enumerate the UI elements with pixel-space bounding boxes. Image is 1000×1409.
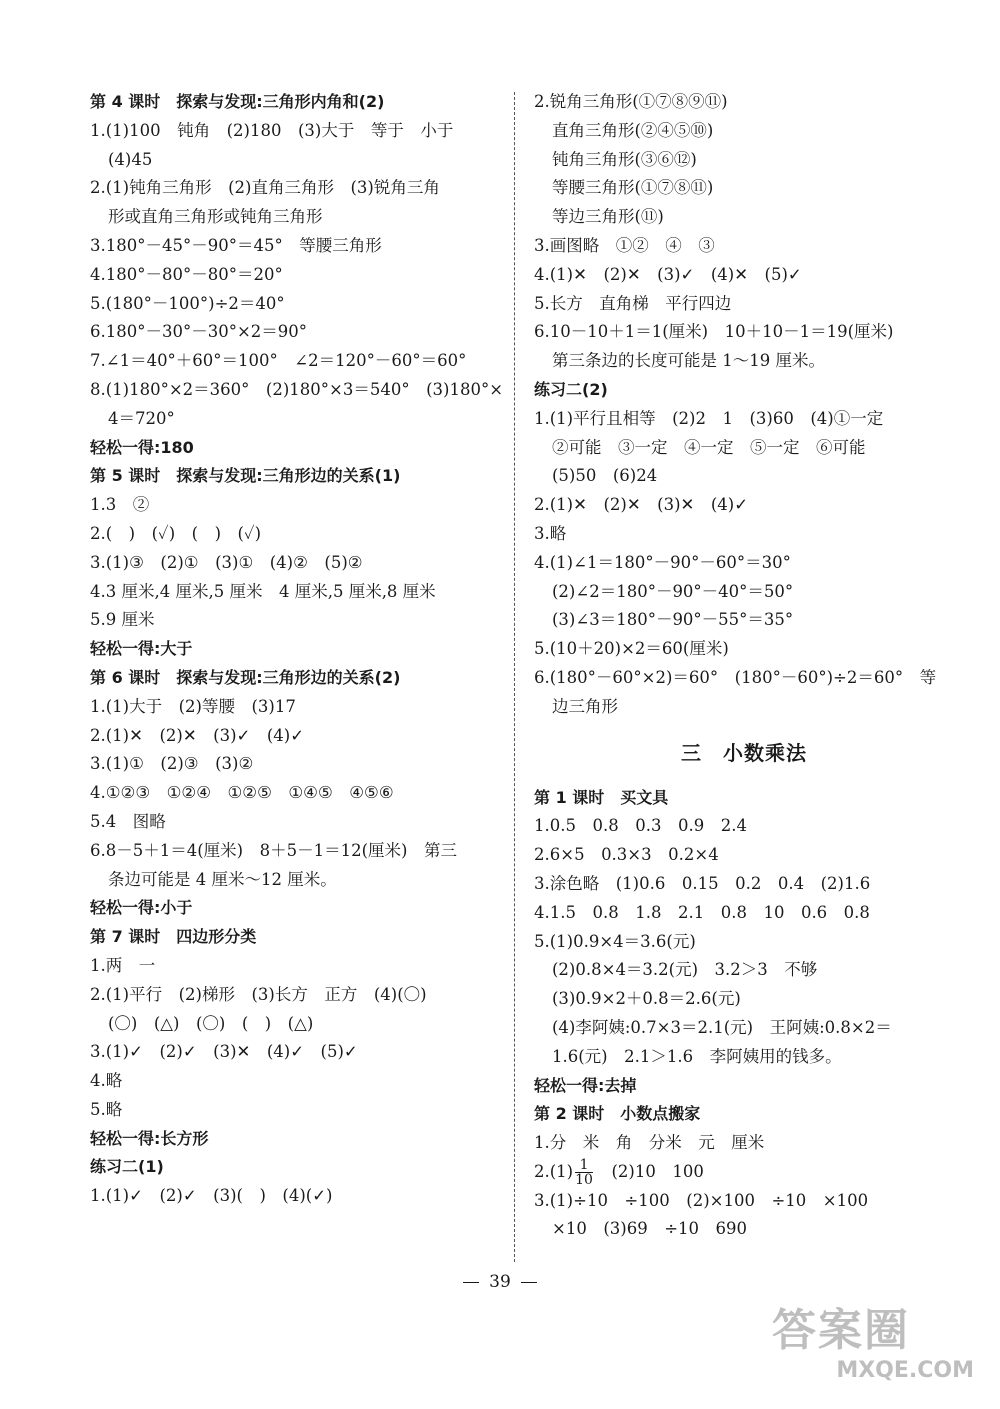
answer-line: 1.(1)平行且相等 (2)2 1 (3)60 (4)①一定 <box>534 408 884 428</box>
answer-line: 6.10－10＋1＝1(厘米) 10＋10－1＝19(厘米) <box>534 322 894 342</box>
answer-line: 1.(1)100 钝角 (2)180 (3)大于 等于 小于 <box>90 120 454 140</box>
answer-line: (4)45 <box>108 149 153 169</box>
right-column <box>534 88 954 1244</box>
answer-line: 3.180°－45°－90°＝45° 等腰三角形 <box>90 235 382 255</box>
heading-line: 练习二(2) <box>534 379 608 399</box>
answer-line: 等腰三角形(①⑦⑧⑪) <box>552 178 714 198</box>
answer-line: 6.(180°－60°×2)＝60° (180°－60°)÷2＝60° 等 <box>534 667 937 687</box>
answer-line: 5.(10＋20)×2＝60(厘米) <box>534 639 729 659</box>
answer-line: 3.画图略 ①② ④ ③ <box>534 235 715 255</box>
answer-line: 直角三角形(②④⑤⑩) <box>552 120 714 140</box>
answer-line: 6.180°－30°－30°×2＝90° <box>90 322 308 342</box>
answer-line: (5)50 (6)24 <box>552 466 658 486</box>
answer-line: 2.(1)✕ (2)✕ (3)✓ (4)✓ <box>90 725 305 745</box>
answer-line: 条边可能是 4 厘米～12 厘米。 <box>108 869 337 889</box>
answer-line: (2)∠2＝180°－90°－40°＝50° <box>552 581 794 601</box>
answer-line: (3)∠3＝180°－90°－55°＝35° <box>552 610 794 630</box>
answer-line: 5.(1)0.9×4＝3.6(元) <box>534 931 696 951</box>
answer-line: 4.180°－80°－80°＝20° <box>90 264 283 284</box>
answer-line: 4.1.5 0.8 1.8 2.1 0.8 10 0.6 0.8 <box>534 902 870 922</box>
answer-line: 1.0.5 0.8 0.3 0.9 2.4 <box>534 816 747 836</box>
fraction-prefix: 2.(1) <box>534 1161 574 1181</box>
heading-line: 第 7 课时 四边形分类 <box>90 927 257 947</box>
answer-line: 4.(1)✕ (2)✕ (3)✓ (4)✕ (5)✓ <box>534 264 802 284</box>
answer-line: 等边三角形(⑪) <box>552 207 664 227</box>
watermark-logo <box>772 1294 982 1389</box>
fraction <box>575 1158 593 1187</box>
answer-line: 3.(1)③ (2)① (3)① (4)② (5)② <box>90 552 363 572</box>
heading-line: 轻松一得:小于 <box>90 898 193 918</box>
answer-line: 钝角三角形(③⑥⑫) <box>552 149 697 169</box>
answer-line: 2.( ) (✓) ( ) (✓) <box>90 523 262 543</box>
answer-line: 2.(1)平行 (2)梯形 (3)长方 正方 (4)(〇) <box>90 984 427 1004</box>
answer-line: 7.∠1＝40°＋60°＝100° ∠2＝120°－60°＝60° <box>90 351 467 371</box>
answer-line: 1.(1)大于 (2)等腰 (3)17 <box>90 696 296 716</box>
answer-line: 4.3 厘米,4 厘米,5 厘米 4 厘米,5 厘米,8 厘米 <box>90 581 436 601</box>
answer-line: 8.(1)180°×2＝360° (2)180°×3＝540° (3)180°× <box>90 379 504 399</box>
answer-line: 1.分 米 角 分米 元 厘米 <box>534 1133 765 1153</box>
answer-line: 3.(1)✓ (2)✓ (3)✕ (4)✓ (5)✓ <box>90 1042 358 1062</box>
answer-line: 5.(180°－100°)÷2＝40° <box>90 293 285 313</box>
answer-line: (2)0.8×4＝3.2(元) 3.2＞3 不够 <box>552 960 818 980</box>
answer-line: 形或直角三角形或钝角三角形 <box>108 207 323 227</box>
answer-line: 第三条边的长度可能是 1～19 厘米。 <box>552 351 825 371</box>
heading-line: 轻松一得:180 <box>90 437 194 457</box>
fraction-suffix: (2)10 100 <box>594 1161 704 1181</box>
answer-line: 2.6×5 0.3×3 0.2×4 <box>534 845 719 865</box>
heading-line: 第 1 课时 买文具 <box>534 787 669 807</box>
page-number: 39 <box>0 1272 1000 1292</box>
fraction-denominator: 10 <box>575 1171 593 1188</box>
answer-line: 1.3 ② <box>90 495 150 515</box>
watermark-text-top: 答案圈 <box>772 1305 910 1356</box>
answer-line: 6.8－5＋1＝4(厘米) 8＋5－1＝12(厘米) 第三 <box>90 840 457 860</box>
heading-line: 第 2 课时 小数点搬家 <box>534 1104 701 1124</box>
heading-line: 第 5 课时 探索与发现:三角形边的关系(1) <box>90 466 401 486</box>
answer-line: ×10 (3)69 ÷10 690 <box>552 1219 748 1239</box>
heading-line: 轻松一得:去掉 <box>534 1075 637 1095</box>
answer-line: 2.(1)✕ (2)✕ (3)✕ (4)✓ <box>534 495 749 515</box>
answer-line: (4)李阿姨:0.7×3＝2.1(元) 王阿姨:0.8×2＝ <box>552 1017 892 1037</box>
heading-line: 练习二(1) <box>90 1157 164 1177</box>
left-column <box>90 88 505 1211</box>
answer-line: 5.略 <box>90 1099 123 1119</box>
heading-line: 轻松一得:长方形 <box>90 1128 209 1148</box>
watermark-text-bottom: MXQE.COM <box>836 1358 974 1383</box>
answer-line: 边三角形 <box>552 696 618 716</box>
section-title: 三 小数乘法 <box>681 740 807 765</box>
answer-line: 3.涂色略 (1)0.6 0.15 0.2 0.4 (2)1.6 <box>534 873 871 893</box>
answer-line: 3.(1)÷10 ÷100 (2)×100 ÷10 ×100 <box>534 1190 869 1210</box>
heading-line: 第 6 课时 探索与发现:三角形边的关系(2) <box>90 667 401 687</box>
answer-line-fraction <box>534 1158 954 1187</box>
answer-line: 1.6(元) 2.1＞1.6 李阿姨用的钱多。 <box>552 1046 842 1066</box>
answer-line: 2.锐角三角形(①⑦⑧⑨⑪) <box>534 92 728 111</box>
answer-line: 1.两 一 <box>90 955 156 975</box>
heading-line: 轻松一得:大于 <box>90 639 193 659</box>
answer-line: 4.①②③ ①②④ ①②⑤ ①④⑤ ④⑤⑥ <box>90 783 394 803</box>
answer-line: (3)0.9×2＋0.8＝2.6(元) <box>552 989 741 1009</box>
fraction-numerator: 1 <box>575 1158 593 1173</box>
answer-line: 5.长方 直角梯 平行四边 <box>534 293 732 313</box>
answer-line: 3.(1)① (2)③ (3)② <box>90 754 254 774</box>
answer-line: ②可能 ③一定 ④一定 ⑤一定 ⑥可能 <box>552 437 866 457</box>
answer-line: 4.(1)∠1＝180°－90°－60°＝30° <box>534 552 791 572</box>
heading-line: 第 4 课时 探索与发现:三角形内角和(2) <box>90 92 385 111</box>
answer-line: 5.4 图略 <box>90 811 166 831</box>
answer-line: (〇) (△) (〇) ( ) (△) <box>108 1013 314 1033</box>
answer-line: 4.略 <box>90 1071 123 1091</box>
answer-line: 3.略 <box>534 523 567 543</box>
answer-line: 4＝720° <box>108 408 175 428</box>
column-divider <box>514 92 515 1262</box>
answer-line: 5.9 厘米 <box>90 610 155 630</box>
answer-line: 2.(1)钝角三角形 (2)直角三角形 (3)锐角三角 <box>90 178 440 198</box>
answer-line: 1.(1)✓ (2)✓ (3)( ) (4)(✓) <box>90 1186 333 1206</box>
